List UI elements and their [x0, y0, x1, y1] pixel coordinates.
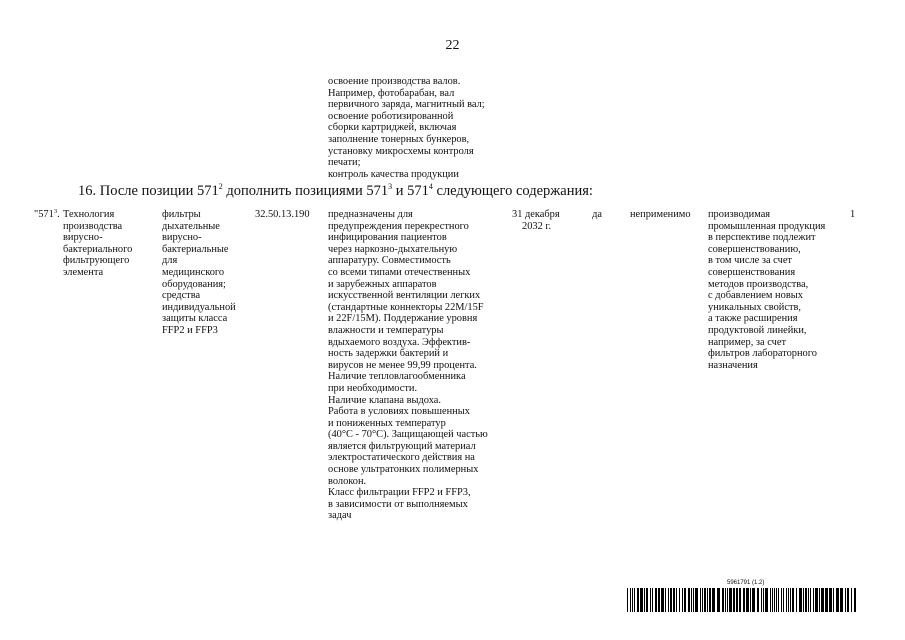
- text-line: задач: [328, 510, 352, 522]
- description-cell: [328, 209, 513, 522]
- text-line: основе ультратонких полимерных: [328, 464, 479, 476]
- text-line: фильтры: [162, 209, 201, 220]
- text-line: и зарубежных аппаратов: [328, 278, 437, 290]
- text-line: вирусно-: [63, 232, 103, 244]
- text-line: предупреждения перекрестного: [328, 220, 469, 232]
- text-line: Класс фильтрации FFP2 и FFP3,: [328, 487, 471, 499]
- text-line: бактериальные: [162, 243, 229, 255]
- text-line: продуктовой линейки,: [708, 324, 807, 336]
- text-line: Работа в условиях повышенных: [328, 406, 470, 418]
- last-column-value: 1: [850, 209, 856, 220]
- text-line: и 22F/15M). Поддержание уровня: [328, 313, 478, 325]
- text-line: заполнение тонерных бункеров,: [328, 133, 470, 145]
- text-line: в том числе за счет: [708, 255, 792, 267]
- okpd-code: 32.50.13.190: [255, 209, 310, 220]
- text-line: аппаратуру. Совместимость: [328, 255, 451, 267]
- text-line: элемента: [63, 266, 104, 278]
- text-line: в перспективе подлежит: [708, 232, 816, 244]
- text-line: для: [162, 255, 178, 267]
- applicability-cell: неприменимо: [630, 209, 691, 220]
- text-line: (стандартные коннекторы 22M/15F: [328, 301, 484, 313]
- text-line: ность задержки бактерий и: [328, 348, 449, 360]
- text-line: уникальных свойств,: [708, 301, 802, 313]
- text-line: волокон.: [328, 475, 367, 487]
- text-line: вирусно-: [162, 232, 202, 244]
- text-line: инфицирования пациентов: [328, 232, 447, 244]
- text-line: установку микросхемы контроля: [328, 145, 474, 157]
- position-number: "$571^3$.: [34, 208, 60, 220]
- text-line: сборки картриджей, включая: [328, 122, 457, 134]
- text-line: контроль качества продукции: [328, 168, 459, 180]
- text-line: дыхательные: [162, 220, 220, 232]
- text-line: является фильтрующий материал: [328, 440, 476, 452]
- text-line: вдыхаемого воздуха. Эффектив-: [328, 336, 471, 348]
- text-line: при необходимости.: [328, 382, 418, 394]
- product-cell: [162, 209, 247, 337]
- text-line: (40°C - 70°C). Защищающей частью: [328, 429, 488, 441]
- text-line: печати;: [328, 157, 361, 169]
- deadline-year: 2032 г.: [522, 220, 552, 232]
- text-line: Технология: [63, 209, 115, 220]
- text-line: искусственной вентиляции легких: [328, 290, 481, 302]
- previous-text-block: [328, 76, 528, 180]
- text-line: например, за счет: [708, 336, 787, 348]
- text-line: электростатического действия на: [328, 452, 475, 464]
- text-line: Наличие тепловлагообменника: [328, 371, 466, 383]
- text-line: методов производства,: [708, 278, 809, 290]
- text-line: в зависимости от выполняемых: [328, 498, 468, 510]
- page-number: 22: [445, 38, 460, 53]
- text-line: первичного заряда, магнитный вал;: [328, 99, 485, 111]
- text-line: совершенствования: [708, 266, 796, 278]
- text-line: фильтрующего: [63, 255, 130, 267]
- text-line: со всеми типами отечественных: [328, 266, 471, 278]
- text-line: Наличие клапана выдоха.: [328, 394, 441, 406]
- text-line: производимая: [708, 209, 771, 220]
- text-line: предназначены для: [328, 209, 413, 220]
- production-cell: [708, 209, 856, 371]
- text-line: освоение роботизированной: [328, 110, 454, 122]
- text-line: назначения: [708, 359, 758, 371]
- text-line: влажности и температуры: [328, 324, 444, 336]
- text-line: FFP2 и FFP3: [162, 324, 218, 336]
- text-line: через наркозно-дыхательную: [328, 243, 458, 255]
- text-line: вирусов не менее 99,99 процента.: [328, 359, 477, 371]
- text-line: индивидуальной: [162, 301, 236, 313]
- text-line: промышленная продукция: [708, 220, 826, 232]
- deadline-cell: [512, 209, 602, 232]
- text-line: освоение производства валов.: [328, 76, 461, 87]
- text-line: медицинского: [162, 266, 225, 278]
- text-line: и пониженных температур: [328, 417, 446, 429]
- technology-cell: [63, 209, 148, 279]
- deadline-line: 31 декабря да: [512, 209, 602, 220]
- text-line: фильтров лабораторного: [708, 348, 817, 360]
- text-line: а также расширения: [708, 313, 798, 325]
- text-line: с добавлением новых: [708, 290, 803, 302]
- text-line: средства: [162, 290, 201, 302]
- text-line: производства: [63, 220, 123, 232]
- section-heading: 16. После позиции $571^2$ дополнить позициями $571^3$ и $571^4$ следующего содержания:: [78, 182, 593, 199]
- text-line: защиты класса: [162, 313, 228, 325]
- barcode-label: 5961791 (1.2): [727, 580, 765, 586]
- text-line: бактериального: [63, 243, 133, 255]
- text-line: совершенствованию,: [708, 243, 801, 255]
- text-line: Например, фотобарабан, вал: [328, 87, 455, 99]
- text-line: оборудования;: [162, 278, 226, 290]
- barcode-icon: [627, 588, 859, 612]
